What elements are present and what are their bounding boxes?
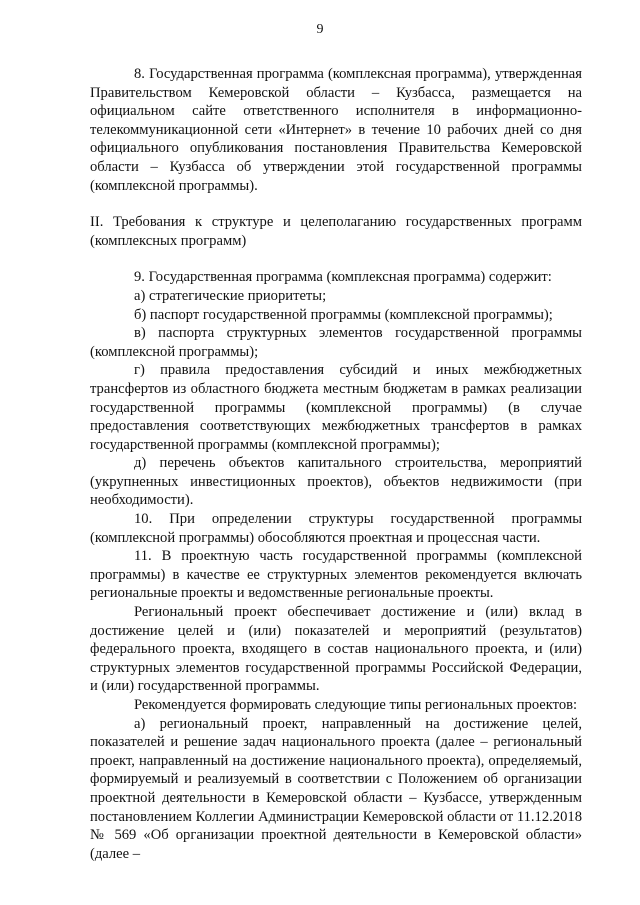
paragraph-recommend: Рекомендуется формировать следующие типы региональных проектов:: [134, 697, 578, 713]
paragraph-11: 11. В проектную часть государственной программы (комплексной программы) в качестве ее структурных элементов рекомендуется включать региональные проекты и ведомственные региональные проекты.: [90, 548, 582, 602]
paragraph-10: 10. При определении структуры государственной программы (комплексной программы) обособляются проектная и процессная части.: [90, 511, 582, 546]
paragraph-9v: в) паспорта структурных элементов государственной программы (комплексной программы);: [90, 325, 582, 360]
paragraph-9a: а) стратегические приоритеты;: [134, 287, 327, 304]
page-number: 9: [316, 22, 324, 37]
document-body: [90, 65, 582, 863]
paragraph-8: 8. Государственная программа (комплексная программа), утвержденная Правительством Кемеровской области – Кузбасса, размещается на официальном сайте ответственного исполнителя в информационно-телекоммуникационной сети «Интернет» в течение 10 рабочих дней со дня официального опубликования постановления Правительства Кемеровской области – Кузбасса об утверждении этой государственной программы (комплексной программы).: [90, 66, 582, 194]
paragraph-type-a: а) региональный проект, направленный на достижение целей, показателей и решение задач национального проекта (далее – региональный проект, направленный на достижение национального проекта), определяемый, формируемый и реализуемый в соответствии с Положением об организации проектной деятельности в Кемеровской области – Кузбассе, утвержденным постановлением Коллегии Администрации Кемеровской области от 11.12.2018 № 569 «Об организации проектной деятельности в Кемеровской области» (далее –: [90, 715, 582, 862]
paragraph-9g: г) правила предоставления субсидий и иных межбюджетных трансфертов из областного бюджета местным бюджетам в рамках реализации государственной программы (комплексной программы) (в случае предоставления соответствующих межбюджетных трансфертов в рамках государственной программы (комплексной программы);: [90, 362, 582, 453]
paragraph-9b: б) паспорт государственной программы (комплексной программы);: [134, 306, 553, 323]
section-heading: II. Требования к структуре и целеполаганию государственных программ (комплексных программ): [90, 214, 582, 249]
paragraph-9: 9. Государственная программа (комплексная программа) содержит:: [134, 269, 552, 286]
paragraph-9d: д) перечень объектов капитального строительства, мероприятий (укрупненных инвестиционных проектов), объектов недвижимости (при необходимости).: [90, 455, 582, 509]
paragraph-regional-project: Региональный проект обеспечивает достижение и (или) вклад в достижение целей и (или) показателей и мероприятий (результатов) федерального проекта, входящего в состав национального проекта, и (или) структурных элементов государственной программы Российской Федерации, и (или) государственной программы.: [90, 604, 582, 695]
